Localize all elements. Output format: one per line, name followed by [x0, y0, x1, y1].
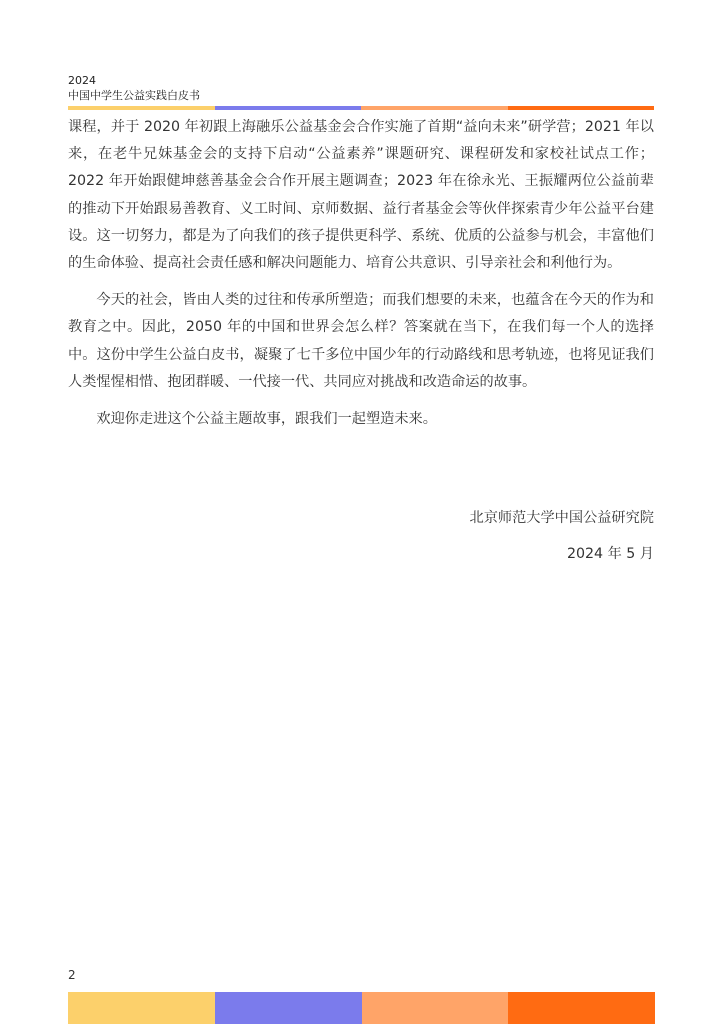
- footer-bar-peach: [362, 992, 509, 1024]
- header-title: 中国中学生公益实践白皮书: [68, 89, 200, 102]
- page-header: [68, 73, 200, 103]
- paragraph-2: 今天的社会，皆由人类的过往和传承所塑造；而我们想要的未来，也蕴含在今天的作为和教育之中。因此，2050 年的中国和世界会怎么样？答案就在当下，在我们每一个人的选择中。这份中学生公益白皮书，凝聚了七千多位中国少年的行动路线和思考轨迹，也将见证我们人类惺惺相惜、抱团群暖、一代接一代、共同应对挑战和改造命运的故事。: [68, 292, 654, 390]
- paragraph-1: 课程，并于 2020 年初跟上海融乐公益基金会合作实施了首期“益向未来”研学营；2021 年以来，在老牛兄妹基金会的支持下启动“公益素养”课题研究、课程研发和家校社试点工作；2022 年开始跟健坤慈善基金会合作开展主题调查；2023 年在徐永光、王振耀两位公益前辈的推动下开始跟易善教育、义工时间、京师数据、益行者基金会等伙伴探索青少年公益平台建设。这一切努力，都是为了向我们的孩子提供更科学、系统、优质的公益参与机会，丰富他们的生命体验、提高社会责任感和解决问题能力、培育公共意识、引导亲社会和利他行为。: [68, 119, 654, 272]
- footer-bar-purple: [215, 992, 362, 1024]
- header-bar-yellow: [68, 106, 215, 110]
- header-color-bar: [68, 106, 654, 110]
- signature-organization: 北京师范大学中国公益研究院: [469, 510, 654, 526]
- header-bar-peach: [361, 106, 508, 110]
- footer-bar-orange: [508, 992, 655, 1024]
- signature-block: [470, 500, 654, 572]
- footer-color-bar: [68, 992, 655, 1024]
- signature-date: 2024 年 5 月: [566, 546, 654, 562]
- footer-bar-yellow: [68, 992, 215, 1024]
- header-bar-orange: [508, 106, 655, 110]
- header-bar-purple: [215, 106, 362, 110]
- header-year: 2024: [68, 74, 96, 87]
- main-content: [68, 114, 654, 433]
- paragraph-3: 欢迎你走进这个公益主题故事，跟我们一起塑造未来。: [96, 411, 437, 428]
- page-number: 2: [68, 968, 76, 982]
